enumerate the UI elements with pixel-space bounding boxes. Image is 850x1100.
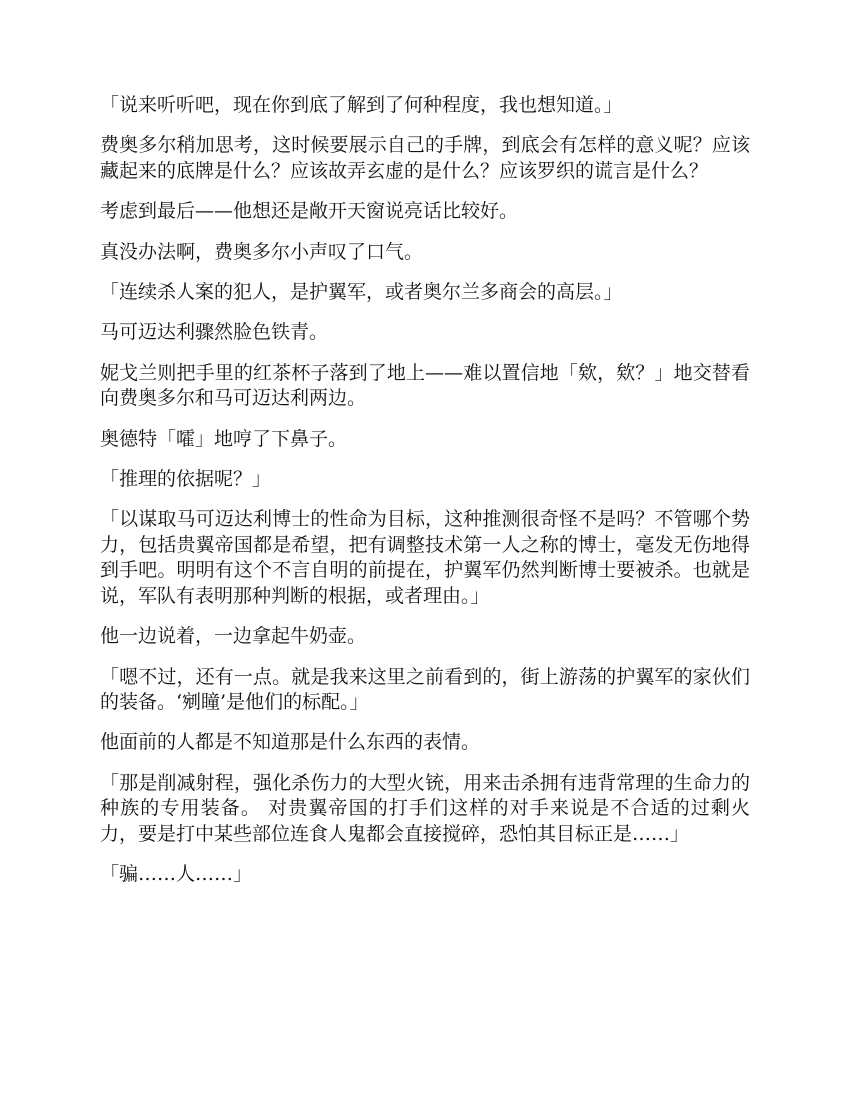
paragraph: 他一边说着，一边拿起牛奶壶。 bbox=[100, 625, 367, 648]
paragraph: 「那是削减射程，强化杀伤力的大型火铳，用来击杀拥有违背常理的生命力的种族的专用装备。 对贵翼帝国的打手们这样的对手来说是不合适的过剩火力，要是打中某些部位连食人鬼都会直接搅碎，恐怕其目标正是……」 bbox=[100, 771, 750, 845]
paragraph: 奥德特「嚯」地哼了下鼻子。 bbox=[100, 427, 348, 450]
paragraph: 「连续杀人案的犯人，是护翼军，或者奥尔兰多商会的高层。」 bbox=[100, 281, 623, 304]
paragraph: 「说来听听吧，现在你到底了解到了何种程度，我也想知道。」 bbox=[100, 94, 623, 116]
paragraph: 「骗……人……」 bbox=[100, 862, 253, 885]
paragraph: 他面前的人都是不知道那是什么东西的表情。 bbox=[100, 731, 481, 754]
paragraph: 马可迈达利骤然脸色铁青。 bbox=[100, 321, 329, 344]
paragraph: 「以谋取马可迈达利博士的性命为目标，这种推测很奇怪不是吗？不管哪个势力，包括贵翼帝国都是希望，把有调整技术第一人之称的博士，毫发无伤地得到手吧。明明有这个不言自明的前提在，护翼军仍然判断博士要被杀。也就是说，军队有表明那种判断的根据，或者理由。」 bbox=[100, 508, 750, 607]
paragraph: 考虑到最后——他想还是敞开天窗说亮话比较好。 bbox=[100, 200, 519, 223]
paragraph: 费奥多尔稍加思考，这时候要展示自己的手牌，到底会有怎样的意义呢？应该藏起来的底牌是什么？应该故弄玄虚的是什么？应该罗织的谎言是什么？ bbox=[100, 134, 750, 182]
paragraph: 妮戈兰则把手里的红茶杯子落到了地上——难以置信地「欸，欸？」地交替看向费奥多尔和马可迈达利两边。 bbox=[100, 361, 750, 410]
paragraph: 「推理的依据呢？」 bbox=[100, 468, 272, 491]
paragraph: 真没办法啊，费奥多尔小声叹了口气。 bbox=[100, 240, 424, 263]
paragraph: 「嗯不过，还有一点。就是我来这里之前看到的，街上游荡的护翼军的家伙们的装备。‘剜瞳’是他们的标配。」 bbox=[100, 665, 750, 713]
